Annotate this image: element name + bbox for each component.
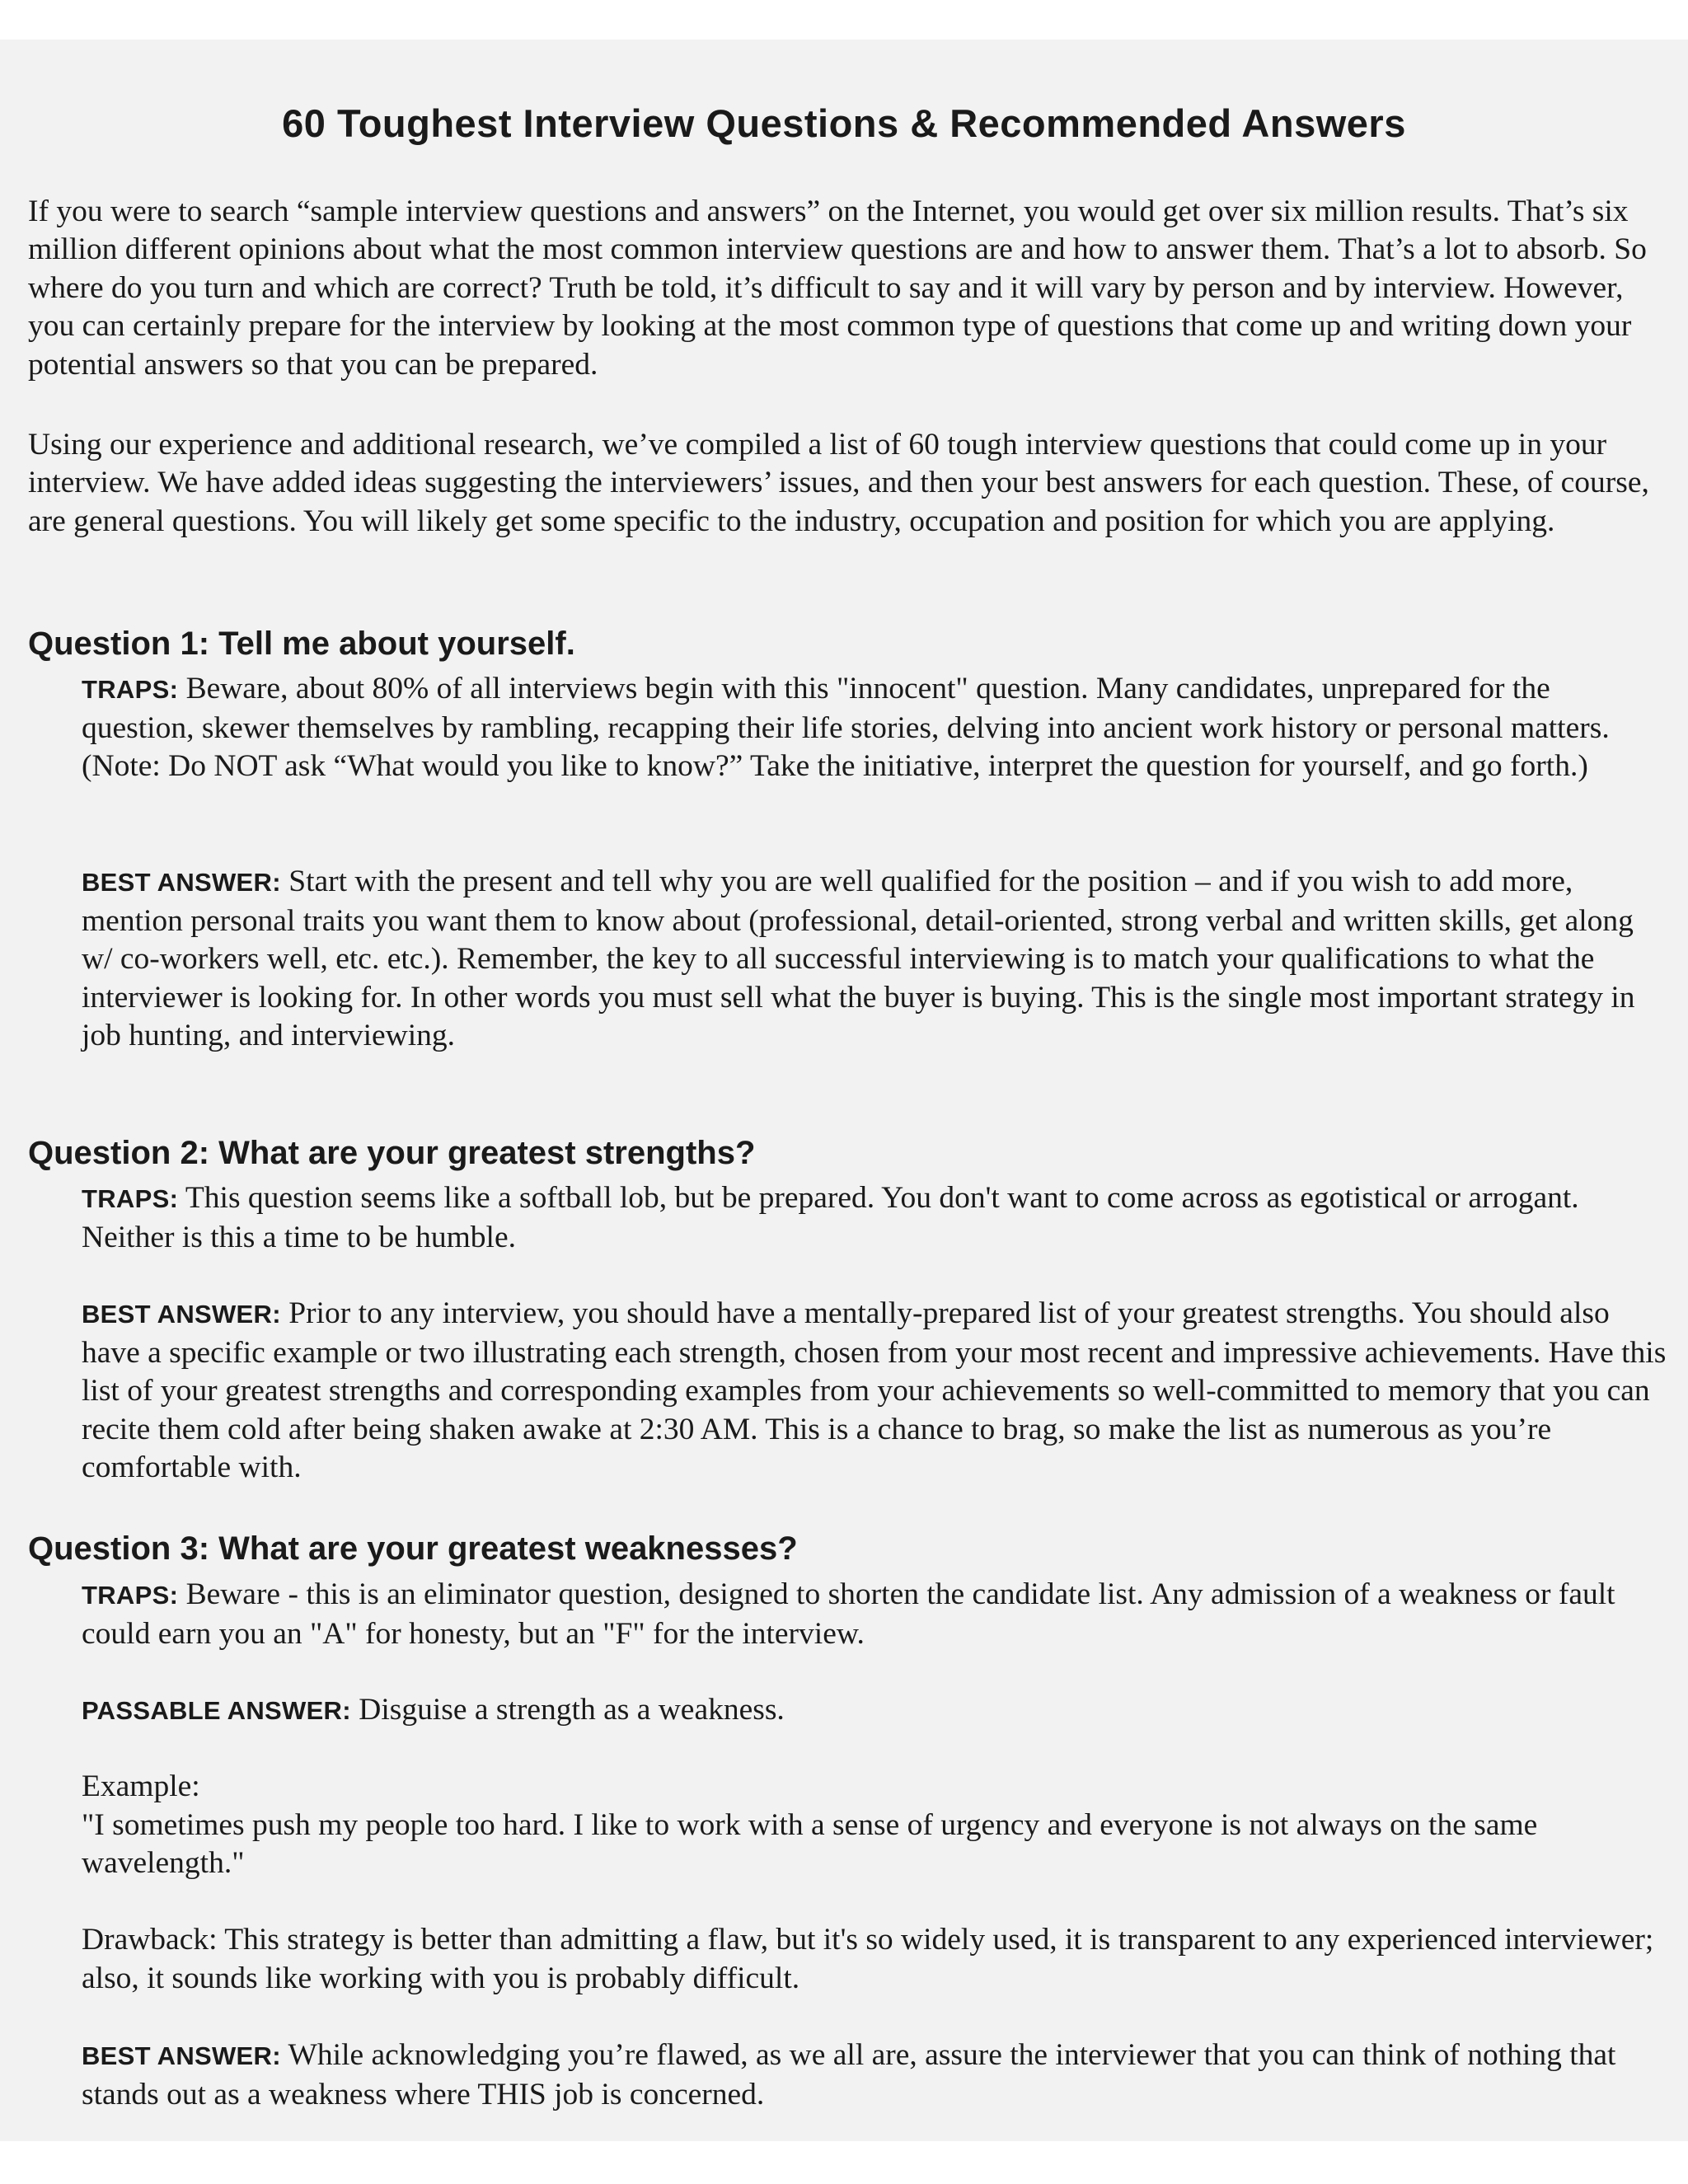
intro-paragraph-2: Using our experience and additional research, we’ve compiled a list of 60 tough interview questions that could come up in your interview. We have added ideas suggesting the interviewers’ issues, and then your best answers for each question. These, of course, are general questions. You will likely get some specific to the industry, occupation and position for which you are applying. bbox=[28, 428, 1649, 538]
passable-answer-text: Disguise a strength as a weakness. bbox=[350, 1693, 785, 1727]
traps-label: TRAPS: bbox=[82, 1581, 179, 1610]
traps-text: Beware - this is an eliminator question, designed to shorten the candidate list. Any admission of a weakness or fault could earn you an "A" for honesty, but an "F" for the interview. bbox=[82, 1577, 1615, 1651]
document-title: 60 Toughest Interview Questions & Recommended Answers bbox=[282, 101, 1406, 145]
traps-label: TRAPS: bbox=[82, 1184, 179, 1213]
question-3-passable-answer bbox=[82, 1691, 1668, 1731]
question-2-best-answer bbox=[82, 1295, 1668, 1488]
question-3-heading: Question 3: What are your greatest weaknesses? bbox=[28, 1530, 798, 1567]
best-answer-text: Start with the present and tell why you are well qualified for the position – and if you wish to add more, mention personal traits you want them to know about (professional, detail-oriented, strong verbal and written skills, get along w/ co-workers well, etc. etc.). Remember, the key to all successful interviewing is to match your qualifications to what the interviewer is looking for. In other words you must sell what the buyer is buying. This is the single most important strategy in job hunting, and interviewing. bbox=[82, 865, 1635, 1053]
question-1-traps bbox=[82, 670, 1668, 786]
traps-label: TRAPS: bbox=[82, 675, 179, 704]
question-3-traps bbox=[82, 1576, 1668, 1653]
question-1-best-answer bbox=[82, 863, 1668, 1056]
best-answer-label: BEST ANSWER: bbox=[82, 868, 281, 897]
question-2-heading: Question 2: What are your greatest strengths? bbox=[28, 1135, 756, 1171]
traps-text: This question seems like a softball lob, but be prepared. You don't want to come across as egotistical or arrogant. Neither is this a time to be humble. bbox=[82, 1181, 1579, 1254]
question-3-best-answer bbox=[82, 2036, 1668, 2114]
best-answer-label: BEST ANSWER: bbox=[82, 1300, 281, 1329]
passable-answer-label: PASSABLE ANSWER: bbox=[82, 1696, 351, 1725]
best-answer-label: BEST ANSWER: bbox=[82, 2041, 281, 2070]
best-answer-text: While acknowledging you’re flawed, as we all are, assure the interviewer that you can think of nothing that stands out as a weakness where THIS job is concerned. bbox=[82, 2038, 1616, 2111]
document-page bbox=[0, 40, 1688, 2141]
intro-paragraph-1: If you were to search “sample interview questions and answers” on the Internet, you would get over six million results. That’s six million different opinions about what the most common interview questions are and how to answer them. That’s a lot to absorb. So where do you turn and which are correct? Truth be told, it’s difficult to say and it will vary by person and by interview. However, you can certainly prepare for the interview by looking at the most common type of questions that come up and writing down your potential answers so that you can be prepared. bbox=[28, 194, 1647, 382]
traps-text: Beware, about 80% of all interviews begin with this "innocent" question. Many candidates, unprepared for the question, skewer themselves by rambling, recapping their life stories, delving into ancient work history or personal matters. (Note: Do NOT ask “What would you like to know?” Take the initiative, interpret the question for yourself, and go forth.) bbox=[82, 672, 1610, 784]
question-3-example bbox=[82, 1768, 1668, 1883]
question-3-drawback: Drawback: This strategy is better than admitting a flaw, but it's so widely used, it is transparent to any experienced interviewer; also, it sounds like working with you is probably difficult. bbox=[82, 1923, 1654, 1995]
best-answer-text: Prior to any interview, you should have a mentally-prepared list of your greatest strengths. You should also have a specific example or two illustrating each strength, chosen from your most recent and impressive achievements. Have this list of your greatest strengths and corresponding examples from your achievements so well-committed to memory that you can recite them cold after being shaken awake at 2:30 AM. This is a chance to brag, so make the list as numerous as you’re comfortable with. bbox=[82, 1296, 1667, 1485]
question-1-heading: Question 1: Tell me about yourself. bbox=[28, 626, 575, 662]
example-text: "I sometimes push my people too hard. I like to work with a sense of urgency and everyone is not always on the same wavelength." bbox=[82, 1807, 1538, 1881]
question-2-traps bbox=[82, 1179, 1668, 1257]
example-label: Example: bbox=[82, 1769, 200, 1803]
